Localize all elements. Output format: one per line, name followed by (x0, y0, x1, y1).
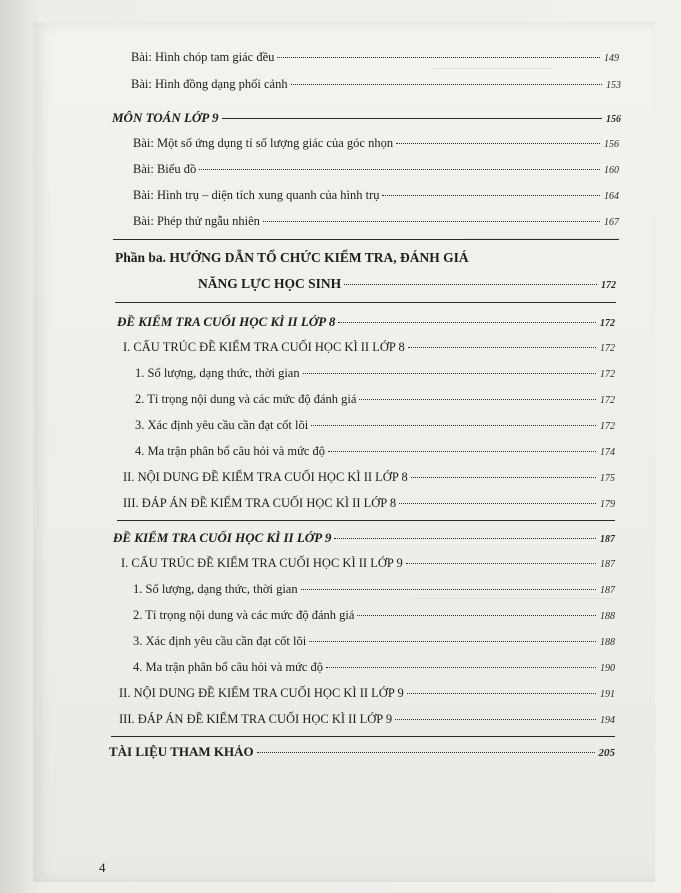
leader-line (222, 118, 602, 119)
toc-entry-lesson[interactable] (131, 50, 619, 65)
toc-entry-page: 160 (604, 165, 619, 176)
toc-entry-title: I. CẤU TRÚC ĐỀ KIỂM TRA CUỐI HỌC KÌ II LỚP 9 (121, 556, 403, 570)
leader-dots (257, 752, 595, 753)
toc-references[interactable] (109, 744, 615, 760)
toc-entry-title: Bài: Một số ứng dụng tỉ số lượng giác của góc nhọn (133, 136, 394, 150)
leader-dots (359, 399, 596, 400)
toc-entry-title: Bài: Hình chóp tam giác đều (131, 50, 275, 64)
toc-section-grade-9[interactable] (112, 110, 621, 126)
separator-line (117, 520, 615, 521)
toc-entry-title: I. CẤU TRÚC ĐỀ KIỂM TRA CUỐI HỌC KÌ II LỚP 8 (123, 340, 405, 354)
toc-entry-page: 179 (600, 499, 615, 510)
toc-entry-title: 2. Tỉ trọng nội dung và các mức độ đánh giá (133, 608, 355, 622)
toc-entry-title: NĂNG LỰC HỌC SINH (198, 276, 342, 291)
toc-entry-page: 156 (604, 139, 619, 150)
toc-exam9-content[interactable] (119, 686, 615, 701)
toc-entry-title: Phần ba. HƯỚNG DẪN TỔ CHỨC KIỂM TRA, ĐÁNH GIÁ (115, 250, 469, 265)
separator-line (111, 736, 615, 737)
leader-dots (301, 589, 596, 590)
leader-dots (334, 538, 596, 539)
toc-entry-page: 172 (600, 421, 615, 432)
toc-entry-lesson[interactable] (133, 162, 619, 177)
leader-dots (399, 503, 596, 504)
leader-dots (309, 641, 596, 642)
leader-dots (291, 84, 602, 85)
toc-entry-title: III. ĐÁP ÁN ĐỀ KIỂM TRA CUỐI HỌC KÌ II LỚP 8 (123, 496, 397, 510)
toc-entry-lesson[interactable] (133, 214, 619, 229)
leader-dots (328, 451, 596, 452)
leader-dots (411, 477, 596, 478)
toc-exam9-answers[interactable] (119, 712, 615, 727)
toc-entry-title: 4. Ma trận phân bổ câu hỏi và mức độ (135, 444, 326, 458)
toc-exam9-item[interactable] (133, 582, 615, 597)
toc-entry-page: 172 (600, 395, 615, 406)
toc-entry-title: III. ĐÁP ÁN ĐỀ KIỂM TRA CUỐI HỌC KÌ II LỚP 9 (119, 712, 393, 726)
toc-entry-page: 172 (600, 369, 615, 380)
toc-entry-page: 172 (600, 343, 615, 354)
leader-dots (338, 322, 596, 323)
toc-exam8-item[interactable] (135, 392, 615, 407)
toc-entry-title: Bài: Phép thử ngẫu nhiên (133, 214, 260, 228)
toc-entry-page: 174 (600, 447, 615, 458)
toc-exam8-item[interactable] (135, 366, 615, 381)
toc-entry-title: 4. Ma trận phân bổ câu hỏi và mức độ (133, 660, 324, 674)
leader-dots (326, 667, 596, 668)
toc-entry-page: 187 (600, 559, 615, 570)
toc-entry-title: Bài: Biểu đồ (133, 162, 197, 176)
toc-entry-title: 2. Tỉ trọng nội dung và các mức độ đánh giá (135, 392, 357, 406)
toc-entry-page: 164 (604, 191, 619, 202)
toc-entry-title: ĐỀ KIỂM TRA CUỐI HỌC KÌ II LỚP 9 (113, 530, 332, 545)
leader-dots (277, 57, 600, 58)
toc-exam8-structure[interactable] (123, 340, 615, 355)
toc-entry-page: 167 (604, 217, 619, 228)
toc-entry-title: 1. Số lượng, dạng thức, thời gian (135, 366, 300, 380)
toc-entry-title: 1. Số lượng, dạng thức, thời gian (133, 582, 298, 596)
toc-exam8-content[interactable] (123, 470, 615, 485)
separator-line (115, 302, 616, 303)
leader-dots (303, 373, 596, 374)
toc-exam9-structure[interactable] (121, 556, 615, 571)
toc-exam8-item[interactable] (135, 444, 615, 459)
toc-entry-page: 187 (600, 585, 615, 596)
toc-entry-page: 205 (598, 747, 615, 759)
toc-entry-title: Bài: Hình đồng dạng phối cảnh (131, 77, 288, 91)
toc-entry-title: Bài: Hình trụ – diện tích xung quanh của hình trụ (133, 188, 380, 202)
toc-entry-page: 194 (600, 715, 615, 726)
toc-entry-lesson[interactable] (133, 188, 619, 203)
toc-exam9-item[interactable] (133, 634, 615, 649)
toc-entry-title: ĐỀ KIỂM TRA CUỐI HỌC KÌ II LỚP 8 (117, 314, 336, 329)
leader-dots (199, 169, 600, 170)
toc-exam8-item[interactable] (135, 418, 615, 433)
toc-entry-page: 156 (606, 114, 621, 125)
leader-dots (263, 221, 600, 222)
toc-entry-title: II. NỘI DUNG ĐỀ KIỂM TRA CUỐI HỌC KÌ II LỚP 9 (119, 686, 404, 700)
toc-exam9-item[interactable] (133, 608, 615, 623)
toc-entry-lesson[interactable] (131, 77, 621, 92)
toc-exam9-item[interactable] (133, 660, 615, 675)
toc-entry-page: 188 (600, 611, 615, 622)
toc-entry-page: 149 (604, 53, 619, 64)
leader-dots (357, 615, 596, 616)
book-page (33, 22, 655, 882)
toc-entry-title: TÀI LIỆU THAM KHẢO (109, 744, 254, 759)
leader-dots (407, 693, 596, 694)
toc-entry-page: 153 (606, 80, 621, 91)
leader-dots (344, 284, 597, 285)
toc-entry-page: 175 (600, 473, 615, 484)
toc-exam8-answers[interactable] (123, 496, 615, 511)
toc-part-three-line1[interactable] (115, 250, 615, 266)
toc-exam-grade-8[interactable] (117, 314, 615, 330)
leader-dots (311, 425, 596, 426)
toc-exam-grade-9[interactable] (113, 530, 615, 546)
leader-dots (406, 563, 596, 564)
toc-entry-page: 172 (601, 280, 616, 291)
toc-entry-title: 3. Xác định yêu cầu cần đạt cốt lõi (135, 418, 309, 432)
leader-dots (395, 719, 596, 720)
toc-entry-title: MÔN TOÁN LỚP 9 (112, 110, 219, 125)
toc-entry-title: 3. Xác định yêu cầu cần đạt cốt lõi (133, 634, 307, 648)
toc-entry-page: 190 (600, 663, 615, 674)
toc-entry-page: 188 (600, 637, 615, 648)
page-number: 4 (99, 860, 106, 875)
toc-entry-title: II. NỘI DUNG ĐỀ KIỂM TRA CUỐI HỌC KÌ II LỚP 8 (123, 470, 408, 484)
separator-line (113, 239, 619, 240)
toc-entry-lesson[interactable] (133, 136, 619, 151)
leader-dots (408, 347, 596, 348)
toc-entry-page: 187 (600, 534, 615, 545)
toc-part-three-line2[interactable] (198, 276, 616, 292)
leader-dots (396, 143, 600, 144)
leader-dots (382, 195, 600, 196)
toc-entry-page: 172 (600, 318, 615, 329)
toc-entry-page: 191 (600, 689, 615, 700)
